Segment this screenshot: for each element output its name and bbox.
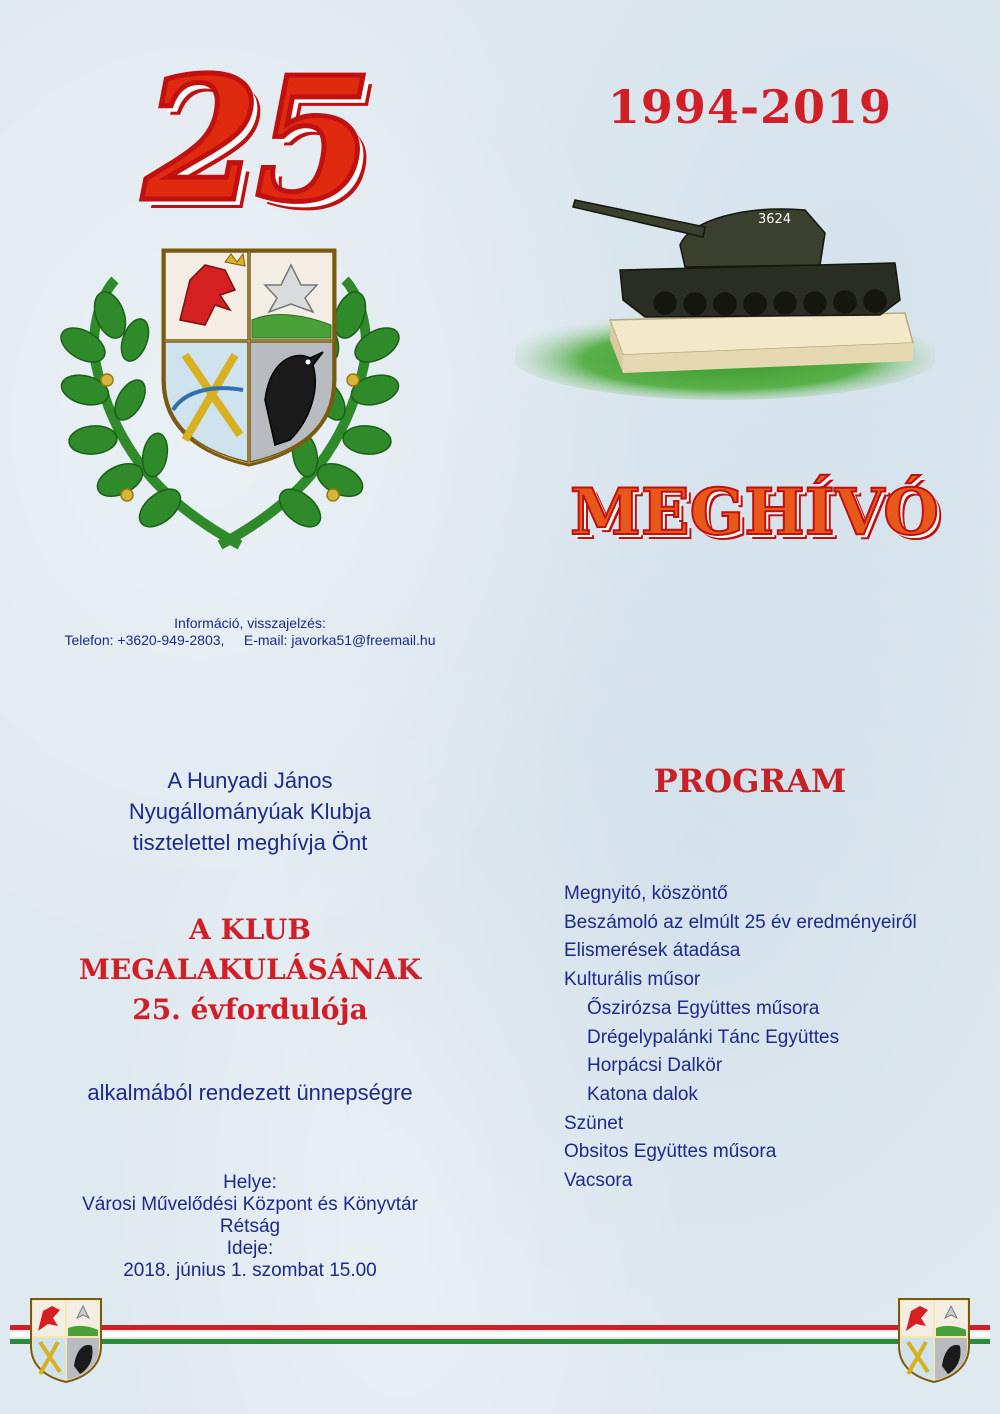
contact-info bbox=[30, 615, 470, 649]
program-item: Elismerések átadása bbox=[564, 940, 741, 962]
contact-label: Információ, visszajelzés: bbox=[174, 615, 326, 631]
town-name: Rétság bbox=[219, 1216, 281, 1237]
small-shield-left-icon bbox=[28, 1296, 104, 1384]
program-item: Megnyitó, köszöntő bbox=[564, 883, 728, 904]
time-label: Ideje: bbox=[226, 1238, 274, 1259]
small-shield-right-icon bbox=[896, 1296, 972, 1384]
program-list bbox=[564, 880, 984, 1196]
invitation-text bbox=[40, 765, 460, 858]
invitation-title: MEGHÍVÓ bbox=[570, 475, 939, 550]
shield bbox=[163, 250, 335, 465]
invite-line: A Hunyadi János bbox=[167, 768, 333, 793]
headline-line: A KLUB bbox=[188, 913, 312, 946]
contact-phone: Telefon: +3620-949-2803, bbox=[64, 632, 225, 648]
program-subitem: Drégelypalánki Tánc Együttes bbox=[587, 1026, 840, 1048]
program-subitem: Katona dalok bbox=[587, 1083, 698, 1105]
program-item: Kulturális műsor bbox=[564, 969, 701, 991]
occasion-text: alkalmából rendezett ünnepségre bbox=[87, 1080, 413, 1105]
tank-number: 3624 bbox=[758, 212, 792, 227]
place-name: Városi Művelődési Központ és Könyvtár bbox=[82, 1194, 418, 1215]
event-headline bbox=[30, 910, 470, 1030]
invite-line: Nyugállományúak Klubja bbox=[128, 799, 372, 824]
tank bbox=[573, 200, 900, 317]
program-item: Obsitos Együttes műsora bbox=[564, 1141, 777, 1163]
years-heading: 1994-2019 bbox=[607, 80, 893, 134]
headline-line: 25. évfordulója bbox=[132, 993, 368, 1026]
event-time: 2018. június 1. szombat 15.00 bbox=[123, 1260, 377, 1281]
place-label: Helye: bbox=[223, 1172, 277, 1193]
contact-email: E-mail: javorka51@freemail.hu bbox=[243, 632, 436, 648]
program-title: PROGRAM bbox=[653, 762, 847, 800]
invite-line: tisztelettel meghívja Önt bbox=[132, 830, 368, 855]
headline-line: MEGALAKULÁSÁNAK bbox=[78, 953, 422, 986]
tricolor-divider bbox=[10, 1325, 990, 1347]
anniversary-number: 25 bbox=[142, 40, 368, 240]
coat-of-arms-emblem bbox=[55, 240, 405, 560]
tank-monument-photo bbox=[515, 175, 935, 400]
program-subitem: Horpácsi Dalkör bbox=[587, 1055, 723, 1077]
venue-details bbox=[30, 1172, 470, 1282]
program-item: Vacsora bbox=[564, 1170, 633, 1192]
program-item: Szünet bbox=[564, 1112, 624, 1134]
program-subitem: Őszirózsa Együttes műsora bbox=[587, 997, 820, 1019]
program-item: Beszámoló az elmúlt 25 év eredményeiről bbox=[564, 911, 917, 933]
